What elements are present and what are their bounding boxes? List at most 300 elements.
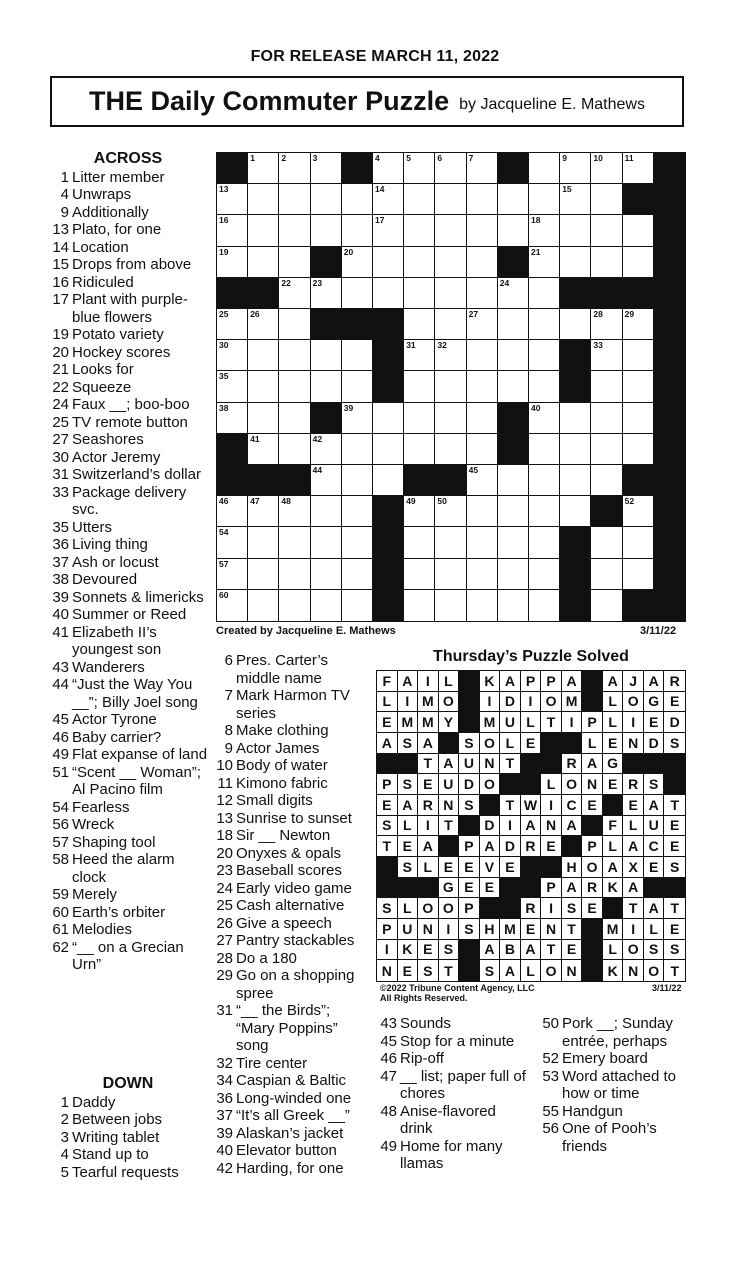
grid-cell[interactable] xyxy=(591,247,622,278)
grid-cell[interactable] xyxy=(279,340,310,371)
grid-cell[interactable] xyxy=(279,153,310,184)
grid-cell[interactable] xyxy=(529,559,560,590)
clue-number: 52 xyxy=(542,1050,559,1067)
clue-text: Body of water xyxy=(236,757,328,774)
clue-number: 59 xyxy=(52,886,69,903)
grid-cell[interactable] xyxy=(311,278,342,309)
clue-item xyxy=(48,834,208,852)
grid-cell[interactable] xyxy=(248,215,279,246)
solution-letter: P xyxy=(459,898,480,919)
grid-cell[interactable] xyxy=(591,590,622,621)
solution-letter: I xyxy=(398,692,419,713)
clue-number: 47 xyxy=(380,1067,397,1085)
clue-item xyxy=(48,256,208,274)
grid-cell[interactable] xyxy=(217,527,248,558)
grid-cell[interactable] xyxy=(404,309,435,340)
solution-letter: V xyxy=(480,857,501,878)
grid-cell[interactable] xyxy=(498,527,529,558)
clue-number: 55 xyxy=(542,1102,559,1120)
grid-cell[interactable] xyxy=(217,371,248,402)
grid-cell[interactable] xyxy=(498,215,529,246)
grid-cell[interactable] xyxy=(591,434,622,465)
cell-number: 42 xyxy=(312,433,323,444)
grid-cell[interactable] xyxy=(529,340,560,371)
grid-cell[interactable] xyxy=(623,527,654,558)
clue-number: 31 xyxy=(52,466,69,483)
clue-text: Litter member xyxy=(72,168,165,186)
solution-letter: S xyxy=(480,960,501,981)
grid-cell[interactable] xyxy=(591,403,622,434)
clue-item xyxy=(212,950,367,968)
grid-cell[interactable] xyxy=(311,184,342,215)
grid-cell[interactable] xyxy=(591,527,622,558)
solution-letter: R xyxy=(418,795,439,816)
grid-cell[interactable] xyxy=(248,590,279,621)
grid-cell[interactable] xyxy=(560,184,591,215)
clue-text: “Scent __ Woman”; Al Pacino film xyxy=(72,763,201,798)
grid-cell[interactable] xyxy=(498,184,529,215)
grid-cell[interactable] xyxy=(373,215,404,246)
clue-text: Actor Jeremy xyxy=(72,448,161,466)
down-header: DOWN xyxy=(102,1075,154,1092)
clue-item xyxy=(48,1146,208,1164)
solution-letter: S xyxy=(439,940,460,961)
grid-cell[interactable] xyxy=(591,153,622,184)
grid-cell[interactable] xyxy=(560,247,591,278)
grid-cell[interactable] xyxy=(248,371,279,402)
clue-text: Switzerland’s dollar xyxy=(72,466,201,483)
grid-cell[interactable] xyxy=(435,309,466,340)
grid-cell[interactable] xyxy=(591,184,622,215)
grid-cell[interactable] xyxy=(279,215,310,246)
solution-black-square xyxy=(623,754,644,775)
clue-item xyxy=(376,1068,531,1103)
solution-letter: L xyxy=(377,692,398,713)
clue-number: 25 xyxy=(216,897,233,914)
solution-letter: S xyxy=(459,919,480,940)
grid-cell[interactable] xyxy=(529,278,560,309)
grid-cell[interactable] xyxy=(498,309,529,340)
grid-cell[interactable] xyxy=(560,403,591,434)
grid-cell[interactable] xyxy=(623,559,654,590)
solution-letter: K xyxy=(603,878,624,899)
solution-letter: E xyxy=(480,878,501,899)
grid-cell[interactable] xyxy=(467,340,498,371)
solution-letter: H xyxy=(562,857,583,878)
grid-cell[interactable] xyxy=(404,434,435,465)
clue-text: Faux __; boo-boo xyxy=(72,396,190,413)
grid-cell[interactable] xyxy=(435,527,466,558)
grid-cell[interactable] xyxy=(623,215,654,246)
grid-cell[interactable] xyxy=(623,153,654,184)
grid-cell[interactable] xyxy=(467,247,498,278)
black-square xyxy=(654,590,685,621)
grid-cell[interactable] xyxy=(217,309,248,340)
grid-cell[interactable] xyxy=(591,215,622,246)
grid-cell[interactable] xyxy=(311,153,342,184)
clue-number: 17 xyxy=(52,291,69,308)
clue-number: 25 xyxy=(52,413,69,431)
grid-cell[interactable] xyxy=(498,559,529,590)
grid-cell[interactable] xyxy=(560,434,591,465)
grid-cell[interactable] xyxy=(467,309,498,340)
clue-text: __ list; paper full of chores xyxy=(400,1067,526,1102)
grid-cell[interactable] xyxy=(279,278,310,309)
solution-letter: A xyxy=(480,836,501,857)
solution-letter: O xyxy=(480,774,501,795)
grid-cell[interactable] xyxy=(342,527,373,558)
grid-cell[interactable] xyxy=(467,590,498,621)
crossword-grid xyxy=(216,152,686,622)
grid-cell[interactable] xyxy=(248,309,279,340)
clue-text: Writing tablet xyxy=(72,1128,160,1146)
grid-cell[interactable] xyxy=(342,590,373,621)
grid-cell[interactable] xyxy=(498,465,529,496)
solution-letter: X xyxy=(623,857,644,878)
solution-letter: E xyxy=(623,795,644,816)
solution-letter: S xyxy=(377,898,398,919)
grid-cell[interactable] xyxy=(342,215,373,246)
solution-letter: O xyxy=(541,960,562,981)
solution-letter: L xyxy=(439,671,460,692)
grid-cell[interactable] xyxy=(404,184,435,215)
solution-black-square xyxy=(521,754,542,775)
grid-cell[interactable] xyxy=(311,465,342,496)
grid-cell[interactable] xyxy=(467,465,498,496)
solution-black-square xyxy=(521,774,542,795)
solution-letter: T xyxy=(439,960,460,981)
grid-cell[interactable] xyxy=(623,403,654,434)
grid-cell[interactable] xyxy=(435,496,466,527)
solution-letter: S xyxy=(459,733,480,754)
solution-black-square xyxy=(480,898,501,919)
grid-cell[interactable] xyxy=(529,184,560,215)
solution-letter: E xyxy=(418,774,439,795)
solution-black-square xyxy=(439,733,460,754)
clue-item xyxy=(212,775,367,793)
solution-letter: E xyxy=(459,878,480,899)
grid-cell[interactable] xyxy=(498,590,529,621)
grid-cell[interactable] xyxy=(529,153,560,184)
cell-number: 54 xyxy=(219,527,229,538)
clue-item xyxy=(48,939,208,974)
grid-cell[interactable] xyxy=(279,309,310,340)
grid-cell[interactable] xyxy=(311,434,342,465)
clue-item xyxy=(212,1142,367,1160)
cell-number: 16 xyxy=(219,215,229,226)
grid-cell[interactable] xyxy=(279,590,310,621)
clue-number: 34 xyxy=(216,1072,233,1089)
grid-cell[interactable] xyxy=(217,247,248,278)
grid-cell[interactable] xyxy=(217,184,248,215)
grid-cell[interactable] xyxy=(342,465,373,496)
grid-cell[interactable] xyxy=(498,278,529,309)
grid-cell[interactable] xyxy=(560,496,591,527)
grid-cell[interactable] xyxy=(248,247,279,278)
cell-number: 39 xyxy=(343,402,354,413)
solution-letter: L xyxy=(644,919,665,940)
grid-cell[interactable] xyxy=(217,559,248,590)
grid-cell[interactable] xyxy=(404,340,435,371)
black-square xyxy=(373,371,404,402)
solution-date: 3/11/22 xyxy=(652,983,682,993)
grid-cell[interactable] xyxy=(529,496,560,527)
black-square xyxy=(654,465,685,496)
grid-cell[interactable] xyxy=(404,527,435,558)
grid-cell[interactable] xyxy=(467,371,498,402)
grid-cell[interactable] xyxy=(373,153,404,184)
cell-number: 52 xyxy=(624,496,635,507)
grid-cell[interactable] xyxy=(435,278,466,309)
clue-number: 37 xyxy=(216,1107,233,1124)
grid-cell[interactable] xyxy=(217,496,248,527)
clue-item xyxy=(212,652,367,687)
grid-cell[interactable] xyxy=(342,278,373,309)
solution-letter: K xyxy=(480,671,501,692)
grid-cell[interactable] xyxy=(404,590,435,621)
grid-cell[interactable] xyxy=(435,153,466,184)
grid-cell[interactable] xyxy=(311,527,342,558)
grid-cell[interactable] xyxy=(404,559,435,590)
grid-cell[interactable] xyxy=(404,371,435,402)
grid-cell[interactable] xyxy=(560,153,591,184)
black-square xyxy=(217,434,248,465)
grid-cell[interactable] xyxy=(435,590,466,621)
solution-letter: S xyxy=(644,774,665,795)
grid-cell[interactable] xyxy=(248,403,279,434)
clue-number: 5 xyxy=(60,1163,69,1181)
black-square xyxy=(435,465,466,496)
black-square xyxy=(560,590,591,621)
grid-cell[interactable] xyxy=(248,434,279,465)
black-square xyxy=(654,403,685,434)
clue-text: Rip-off xyxy=(400,1050,444,1067)
grid-cell[interactable] xyxy=(529,590,560,621)
grid-cell[interactable] xyxy=(435,403,466,434)
grid-cell[interactable] xyxy=(560,309,591,340)
grid-cell[interactable] xyxy=(529,403,560,434)
clue-number: 32 xyxy=(216,1054,233,1072)
grid-cell[interactable] xyxy=(529,371,560,402)
grid-cell[interactable] xyxy=(373,465,404,496)
grid-cell[interactable] xyxy=(467,215,498,246)
clue-item xyxy=(48,186,208,204)
solution-letter: U xyxy=(459,754,480,775)
grid-cell[interactable] xyxy=(591,465,622,496)
clue-number: 13 xyxy=(52,221,69,238)
solution-letter: N xyxy=(582,774,603,795)
grid-cell[interactable] xyxy=(342,434,373,465)
clue-item xyxy=(48,571,208,589)
grid-cell[interactable] xyxy=(373,184,404,215)
grid-cell[interactable] xyxy=(279,559,310,590)
grid-cell[interactable] xyxy=(435,371,466,402)
clue-text: Caspian & Baltic xyxy=(236,1072,347,1089)
grid-cell[interactable] xyxy=(498,371,529,402)
solution-letter: G xyxy=(603,754,624,775)
grid-cell[interactable] xyxy=(435,340,466,371)
grid-cell[interactable] xyxy=(279,403,310,434)
solution-letter: E xyxy=(521,733,542,754)
cell-number: 28 xyxy=(593,309,603,319)
grid-cell[interactable] xyxy=(623,434,654,465)
grid-cell[interactable] xyxy=(467,184,498,215)
grid-cell[interactable] xyxy=(342,247,373,278)
grid-cell[interactable] xyxy=(467,153,498,184)
grid-cell[interactable] xyxy=(591,371,622,402)
clue-item xyxy=(48,886,208,904)
grid-cell[interactable] xyxy=(311,215,342,246)
copyright-line1: ©2022 Tribune Content Agency, LLC xyxy=(380,983,535,993)
grid-cell[interactable] xyxy=(311,496,342,527)
grid-cell[interactable] xyxy=(311,371,342,402)
clue-item xyxy=(48,1111,208,1129)
clue-text: Elizabeth II’s youngest son xyxy=(72,623,162,658)
solution-black-square xyxy=(398,878,419,899)
clue-number: 10 xyxy=(216,757,233,774)
clue-item xyxy=(212,1160,367,1178)
grid-cell[interactable] xyxy=(404,153,435,184)
clue-item xyxy=(212,810,367,828)
grid-cell[interactable] xyxy=(467,434,498,465)
clue-number: 39 xyxy=(216,1124,233,1142)
grid-cell[interactable] xyxy=(435,247,466,278)
solution-letter: A xyxy=(398,795,419,816)
grid-cell[interactable] xyxy=(311,340,342,371)
grid-cell[interactable] xyxy=(373,278,404,309)
solution-letter: S xyxy=(664,733,685,754)
grid-cell[interactable] xyxy=(591,340,622,371)
grid-cell[interactable] xyxy=(529,465,560,496)
grid-cell[interactable] xyxy=(467,527,498,558)
clue-number: 40 xyxy=(216,1142,233,1159)
black-square xyxy=(654,278,685,309)
grid-cell[interactable] xyxy=(342,371,373,402)
grid-cell[interactable] xyxy=(529,434,560,465)
solution-letter: L xyxy=(541,774,562,795)
grid-cell[interactable] xyxy=(529,247,560,278)
grid-cell[interactable] xyxy=(279,434,310,465)
clue-number: 11 xyxy=(217,774,233,792)
grid-cell[interactable] xyxy=(623,496,654,527)
clue-item xyxy=(212,967,367,1002)
black-square xyxy=(623,278,654,309)
clue-text: “__ on a Grecian Urn” xyxy=(72,938,184,973)
grid-cell[interactable] xyxy=(467,278,498,309)
solution-letter: J xyxy=(623,671,644,692)
grid-cell[interactable] xyxy=(435,184,466,215)
solution-letter: A xyxy=(623,836,644,857)
grid-cell[interactable] xyxy=(248,527,279,558)
grid-cell[interactable] xyxy=(373,403,404,434)
grid-cell[interactable] xyxy=(248,184,279,215)
grid-cell[interactable] xyxy=(623,371,654,402)
solution-black-square xyxy=(562,836,583,857)
grid-cell[interactable] xyxy=(591,309,622,340)
grid-cell[interactable] xyxy=(591,559,622,590)
grid-cell[interactable] xyxy=(623,340,654,371)
clue-number: 27 xyxy=(216,932,233,949)
clue-item xyxy=(212,932,367,950)
clue-text: Alaskan’s jacket xyxy=(236,1124,344,1142)
grid-cell[interactable] xyxy=(404,215,435,246)
clue-item xyxy=(376,1050,531,1068)
clue-item xyxy=(48,851,208,886)
grid-cell[interactable] xyxy=(498,496,529,527)
grid-cell[interactable] xyxy=(279,184,310,215)
grid-cell[interactable] xyxy=(404,278,435,309)
grid-cell[interactable] xyxy=(498,340,529,371)
clue-text: Actor Tyrone xyxy=(72,711,157,728)
black-square xyxy=(373,590,404,621)
grid-cell[interactable] xyxy=(373,247,404,278)
grid-cell[interactable] xyxy=(279,247,310,278)
clue-text: Elevator button xyxy=(236,1142,337,1159)
grid-cell[interactable] xyxy=(217,590,248,621)
grid-cell[interactable] xyxy=(467,559,498,590)
grid-cell[interactable] xyxy=(623,309,654,340)
grid-cell[interactable] xyxy=(404,496,435,527)
grid-cell[interactable] xyxy=(279,496,310,527)
clue-item xyxy=(48,659,208,677)
grid-cell[interactable] xyxy=(342,559,373,590)
grid-cell[interactable] xyxy=(311,590,342,621)
grid-cell[interactable] xyxy=(373,434,404,465)
grid-cell[interactable] xyxy=(279,371,310,402)
grid-cell[interactable] xyxy=(217,403,248,434)
grid-cell[interactable] xyxy=(560,465,591,496)
black-square xyxy=(342,309,373,340)
grid-cell[interactable] xyxy=(342,184,373,215)
grid-cell[interactable] xyxy=(560,215,591,246)
grid-cell[interactable] xyxy=(248,496,279,527)
grid-cell[interactable] xyxy=(342,496,373,527)
solution-letter: E xyxy=(603,733,624,754)
grid-cell[interactable] xyxy=(467,496,498,527)
grid-cell[interactable] xyxy=(248,340,279,371)
grid-cell[interactable] xyxy=(248,153,279,184)
solution-letter: I xyxy=(439,919,460,940)
grid-cell[interactable] xyxy=(404,403,435,434)
grid-cell[interactable] xyxy=(529,215,560,246)
cell-number: 10 xyxy=(593,153,603,163)
clue-text: One of Pooh’s friends xyxy=(562,1120,657,1155)
grid-cell[interactable] xyxy=(248,559,279,590)
grid-cell[interactable] xyxy=(279,527,310,558)
grid-cell[interactable] xyxy=(342,340,373,371)
grid-cell[interactable] xyxy=(435,434,466,465)
clue-number: 46 xyxy=(52,728,69,746)
clue-number: 7 xyxy=(224,687,233,704)
grid-cell[interactable] xyxy=(404,247,435,278)
grid-cell[interactable] xyxy=(435,215,466,246)
grid-cell[interactable] xyxy=(529,527,560,558)
grid-cell[interactable] xyxy=(311,559,342,590)
grid-cell[interactable] xyxy=(435,559,466,590)
black-square xyxy=(654,496,685,527)
grid-cell[interactable] xyxy=(342,403,373,434)
solution-letter: P xyxy=(582,712,603,733)
grid-cell[interactable] xyxy=(623,247,654,278)
grid-cell[interactable] xyxy=(217,340,248,371)
solution-black-square xyxy=(459,940,480,961)
solution-letter: E xyxy=(398,836,419,857)
grid-cell[interactable] xyxy=(529,309,560,340)
solution-letter: E xyxy=(541,836,562,857)
solution-letter: E xyxy=(500,857,521,878)
grid-cell[interactable] xyxy=(217,215,248,246)
grid-cell[interactable] xyxy=(467,403,498,434)
